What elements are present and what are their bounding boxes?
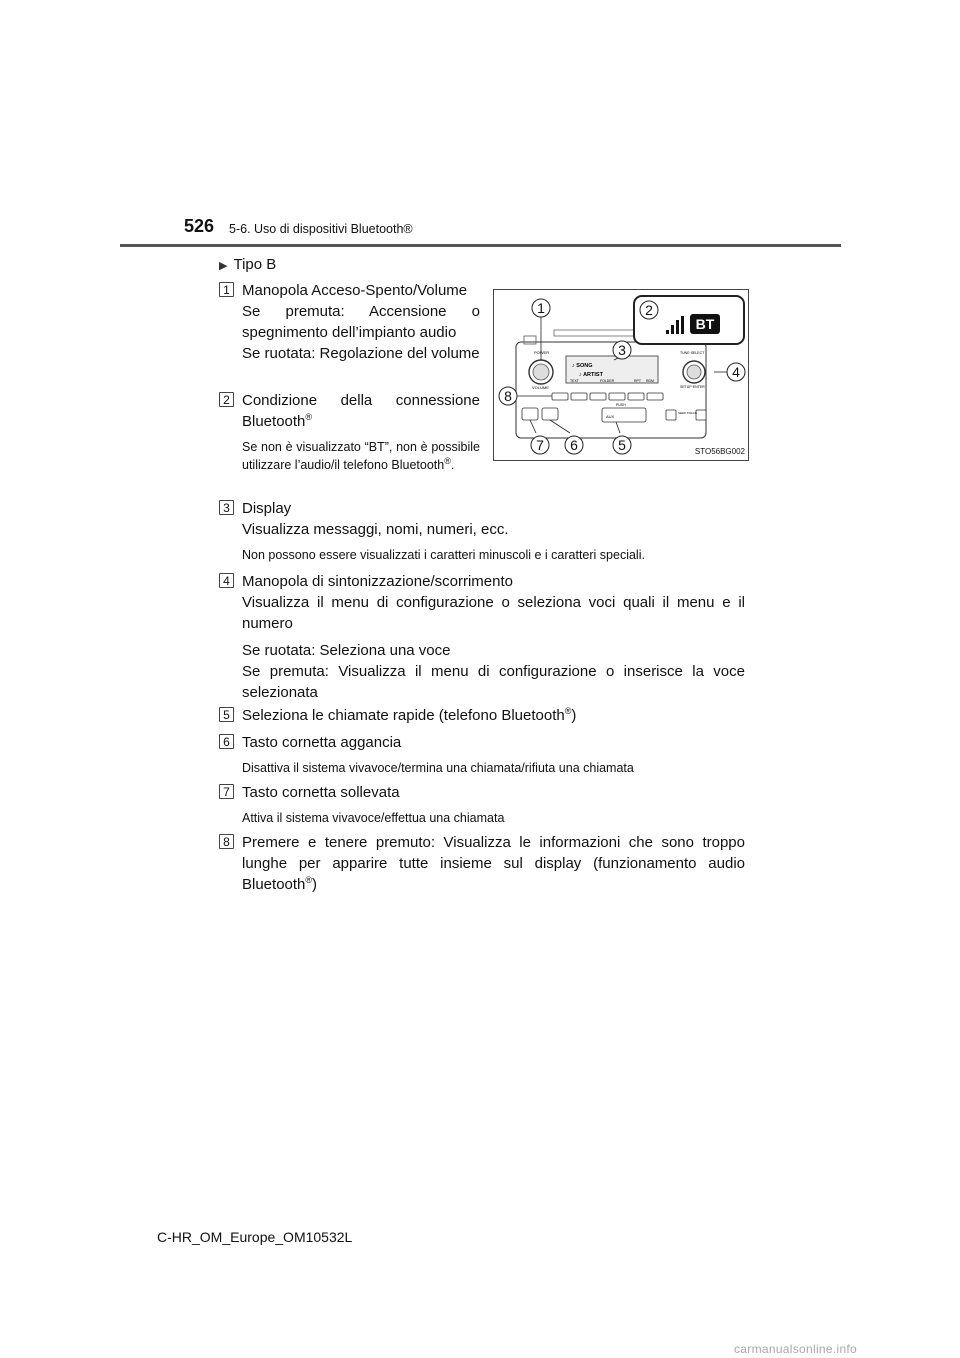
item-6 (242, 732, 745, 777)
item-number-badge-3: 3 (219, 500, 234, 515)
display-song: ♪ SONG (572, 363, 593, 369)
item-number-badge-2: 2 (219, 392, 234, 407)
item-number-badge-5: 5 (219, 707, 234, 722)
item-1-line-3: Se ruotata: Regolazione del volume (242, 345, 480, 362)
seek-down-button (666, 410, 676, 420)
callout-1: 1 (537, 300, 545, 316)
item-7-text: Tasto cornetta sollevata (242, 784, 400, 801)
tune-label: TUNE·SELECT (680, 351, 705, 355)
callout-4: 4 (732, 364, 740, 380)
item-number-badge-1: 1 (219, 282, 234, 297)
rpt-label: RPT (634, 379, 641, 383)
power-label: POWER (534, 350, 550, 355)
callout-3: 3 (618, 342, 626, 358)
item-3-line-2: Visualizza messaggi, nomi, numeri, ecc. (242, 521, 509, 538)
item-8-text: Premere e tenere premuto: Visualizza le informazioni che sono troppo lunghe per apparire tutte insieme sul display (funzionamento audio Bluetooth (242, 834, 745, 893)
document-footer: C-HR_OM_Europe_OM10532L (157, 1229, 353, 1245)
item-4-title: Manopola di sintonizzazione/scorrimento (242, 573, 513, 590)
item-number-badge-8: 8 (219, 834, 234, 849)
type-heading-label: Tipo B (233, 256, 277, 273)
item-6-note: Disattiva il sistema vivavoce/termina una chiamata/rifiuta una chiamata (242, 761, 634, 775)
item-4-line-2: Visualizza il menu di configurazione o seleziona voci quali il menu e il numero (242, 594, 745, 632)
item-2: Condizione della connessione Bluetooth® Se non è visualizzato “BT”, non è possibile utilizzare l’audio/il telefono Bluetooth®. (242, 392, 480, 472)
item-3-note: Non possono essere visualizzati i caratteri minuscoli e i caratteri speciali. (242, 548, 645, 562)
header-divider (120, 244, 841, 247)
rdm-label: RDM (646, 379, 654, 383)
figure-code: STO56BG002 (694, 447, 745, 456)
callout-2: 2 (645, 302, 653, 318)
display-artist: ♪ ARTIST (579, 372, 603, 378)
item-5: Seleziona le chiamate rapide (telefono Bluetooth®) (242, 706, 577, 724)
callout-7: 7 (536, 437, 544, 453)
item-4 (242, 571, 745, 703)
item-4-line-3: Se ruotata: Seleziona una voce (242, 642, 451, 659)
audio-unit-illustration (494, 290, 748, 460)
callout-8: 8 (504, 388, 512, 404)
volume-label: VOLUME (532, 385, 549, 390)
setup-label: SETUP·ENTER (680, 385, 705, 389)
registered-mark: ® (305, 412, 313, 422)
seek-label: SEEK TRACK (678, 411, 697, 415)
item-1-title: Manopola Acceso-Spento/Volume (242, 282, 468, 299)
text-label: TEXT (570, 379, 579, 383)
seek-up-button (696, 410, 706, 420)
callout-5: 5 (618, 437, 626, 453)
bt-label: BT (695, 316, 715, 332)
type-heading (219, 256, 276, 273)
item-5-text: Seleziona le chiamate rapide (telefono Bluetooth (242, 707, 565, 724)
item-6-text: Tasto cornetta aggancia (242, 734, 402, 751)
aux-label: AUX (606, 414, 615, 419)
hang-up-button (542, 408, 558, 420)
item-8: Premere e tenere premuto: Visualizza le informazioni che sono troppo lunghe per apparire tutte insieme sul display (funzionamento audio Bluetooth®) (242, 834, 745, 893)
watermark: carmanualsonline.info (734, 1342, 858, 1356)
item-number-badge-7: 7 (219, 784, 234, 799)
item-number-badge-6: 6 (219, 734, 234, 749)
registered-mark: ® (305, 875, 313, 885)
pick-up-button (522, 408, 538, 420)
triangle-bullet-icon: ▶ (219, 260, 228, 272)
audio-unit-figure (493, 289, 749, 461)
item-1 (242, 280, 480, 364)
page-number: 526 (184, 216, 215, 236)
item-4-line-4: Se premuta: Visualizza il menu di configurazione o inserisce la voce selezionata (242, 663, 745, 701)
folder-label: FOLDER (600, 379, 615, 383)
item-3-title: Display (242, 500, 292, 517)
item-7-note: Attiva il sistema vivavoce/effettua una chiamata (242, 811, 505, 825)
item-2-title: Condizione della connessione Bluetooth (242, 392, 480, 430)
item-2-note: Se non è visualizzato “BT”, non è possibile utilizzare l’audio/il telefono Bluetooth (242, 440, 480, 472)
push-label: PUSH (616, 403, 626, 407)
item-3 (242, 498, 745, 564)
item-7 (242, 782, 745, 827)
registered-mark: ® (444, 455, 451, 466)
item-number-badge-4: 4 (219, 573, 234, 588)
section-title: 5-6. Uso di dispositivi Bluetooth® (229, 222, 413, 236)
callout-6: 6 (570, 437, 578, 453)
cd-slot (554, 330, 646, 336)
registered-mark: ® (564, 706, 572, 716)
item-1-line-2: Se premuta: Accensione o spegnimento dell’impianto audio (242, 303, 480, 341)
